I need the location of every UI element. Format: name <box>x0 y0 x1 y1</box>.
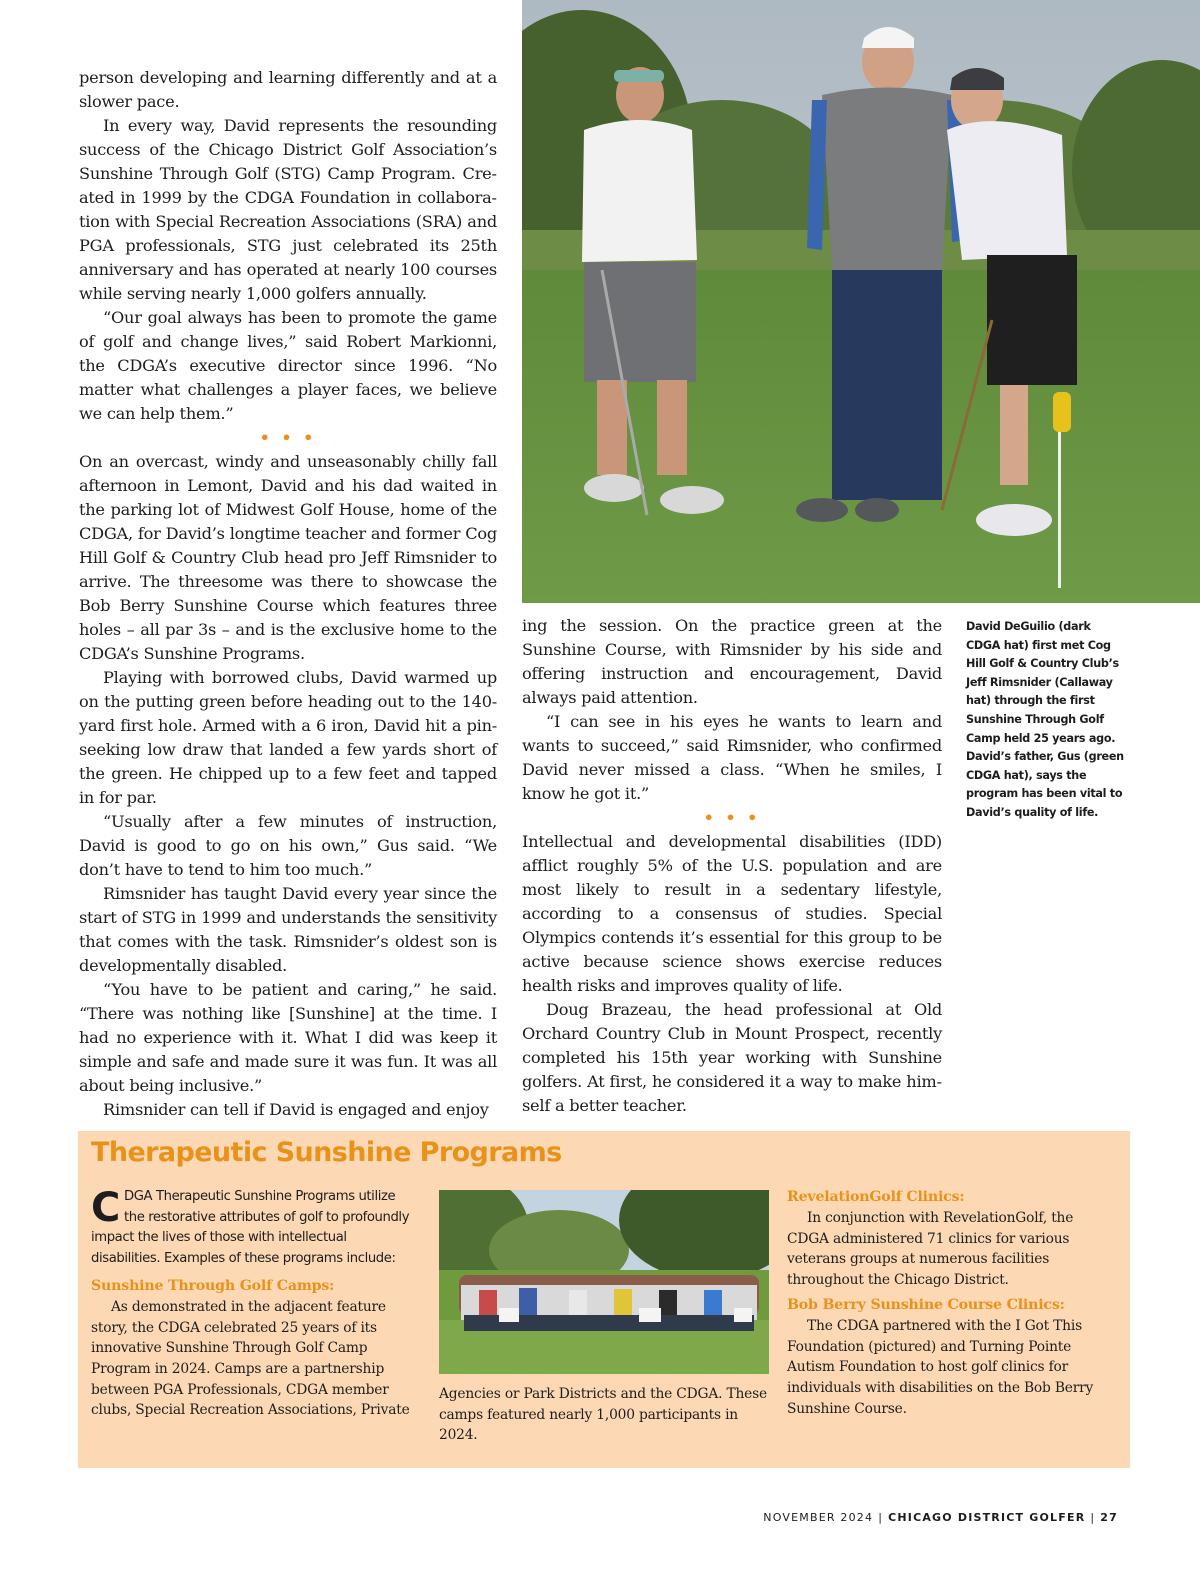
article-paragraph: Doug Brazeau, the head professional at Old Orchard Country Club in Mount Prospect, recently completed his 15th year working with Sunshine golfers. At first, he considered it a way to make himself a better teacher. <box>522 1000 942 1115</box>
issue-date: NOVEMBER 2024 <box>763 1511 874 1524</box>
hero-photo <box>522 0 1200 603</box>
article-paragraph: “I can see in his eyes he wants to learn and wants to succeed,” said Rimsnider, who confirmed David never missed a class. “When he smiles, I know he got it.” <box>522 712 942 803</box>
sidebar-box <box>78 1131 1130 1468</box>
article-paragraph: “Our goal always has been to promote the game of golf and change lives,” said Robert Markionni, the CDGA’s executive director since 1996. “No matter what challenges a player faces, we believe we can help them.” <box>79 308 497 423</box>
article-paragraph: Rimsnider has taught David every year since the start of STG in 1999 and understands the sensitivity that comes with the task. Rimsnider’s oldest son is developmentally disabled. <box>79 884 497 975</box>
article-paragraph: Playing with borrowed clubs, David warmed up on the putting green before heading out to the 140-yard first hole. Armed with a 6 iron, David hit a pin-seeking low draw that landed a few yards short of the green. He chipped up to a few feet and tapped in for par. <box>79 668 497 807</box>
section-divider: • • • <box>259 428 317 447</box>
page-footer: NOVEMBER 2024 | CHICAGO DISTRICT GOLFER | 27 <box>763 1511 1118 1524</box>
stg-text: As demonstrated in the adjacent feature story, the CDGA celebrated 25 years of its innovative Sunshine Through Golf Camp Program in 2024. Camps are a partnership between PGA Professionals, CDGA member clubs, Special Recreation Associations, Private <box>91 1298 410 1419</box>
article-paragraph: ing the session. On the practice green at the Sunshine Course, with Rimsnider by his side and offering instruction and encouragement, David always paid attention. <box>522 616 942 707</box>
group-photo <box>439 1190 769 1374</box>
photo-caption: David DeGuilio (dark CDGA hat) first met Cog Hill Golf & Country Club’s Jeff Rimsnider (Callaway hat) through the first Sunshine Through Golf Camp held 25 years ago. David’s father, Gus (green CDGA hat), says the program has been vital to David’s quality of life. <box>966 620 1124 819</box>
bob-berry-heading: Bob Berry Sunshine Course Clinics: <box>787 1296 1065 1313</box>
stg-heading: Sunshine Through Golf Camps: <box>91 1277 335 1294</box>
sidebar-intro <box>91 1187 411 1270</box>
revelation-text: In conjunction with RevelationGolf, the CDGA administered 71 clinics for various veterans groups at numerous facilities throughout the Chicago District. <box>787 1210 1074 1289</box>
article-paragraph: In every way, David represents the resounding success of the Chicago District Golf Association’s Sunshine Through Golf (STG) Camp Program. Created in 1999 by the CDGA Foundation in collaboration with Special Recreation Associations (SRA) and PGA professionals, STG just celebrated its 25th anniversary and has operated at nearly 100 courses while serving nearly 1,000 golfers annually. <box>79 116 497 303</box>
page-number: 27 <box>1100 1511 1118 1524</box>
article-column-2 <box>522 614 942 1118</box>
article-paragraph: “Usually after a few minutes of instruction, David is good to go on his own,” Gus said. “We don’t have to tend to him too much.” <box>79 812 497 879</box>
article-paragraph: On an overcast, windy and unseasonably chilly fall afternoon in Lemont, David and his dad waited in the parking lot of Midwest Golf House, home of the CDGA, for David’s longtime teacher and former Cog Hill Golf & Country Club head pro Jeff Rimsnider to arrive. The threesome was there to showcase the Bob Berry Sunshine Course which features three holes – all par 3s – and is the exclusive home to the CDGA’s Sunshine Programs. <box>79 452 497 663</box>
article-paragraph: Rimsnider can tell if David is engaged and enjoy <box>103 1100 489 1119</box>
stg-text-continued: Agencies or Park Districts and the CDGA. These camps featured nearly 1,000 participants in 2024. <box>439 1386 767 1444</box>
publication-name: CHICAGO DISTRICT GOLFER <box>888 1511 1086 1524</box>
drop-cap: C <box>91 1185 120 1231</box>
article-paragraph: “You have to be patient and caring,” he said. “There was nothing like [Sunshine] at the time. I had no experience with it. What I did was keep it simple and safe and made sure it was fun. It was all about being inclusive.” <box>79 980 497 1095</box>
article-paragraph: person developing and learning differently and at a slower pace. <box>79 68 497 111</box>
sidebar-column-3 <box>787 1187 1107 1419</box>
bob-berry-text: The CDGA partnered with the I Got This Foundation (pictured) and Turning Pointe Autism Foundation to host golf clinics for individuals with disabilities on the Bob Berry Sunshine Course. <box>787 1317 1094 1417</box>
sidebar-intro-text: DGA Therapeutic Sunshine Programs utilize the restorative attributes of golf to profoundly impact the lives of those with intellectual disabilities. Examples of these programs include: <box>91 1189 410 1267</box>
section-divider: • • • <box>703 808 761 827</box>
article-paragraph: Intellectual and developmental disabilities (IDD) afflict roughly 5% of the U.S. population and are most likely to result in a sedentary lifestyle, according to a consensus of studies. Special Olympics contends it’s essential for this group to be active because science shows exercise reduces health risks and improves quality of life. <box>522 832 942 995</box>
revelation-heading: RevelationGolf Clinics: <box>787 1189 965 1205</box>
article-column-1 <box>79 66 497 1122</box>
sidebar-title: Therapeutic Sunshine Programs <box>91 1137 562 1168</box>
sidebar-column-1 <box>91 1187 411 1421</box>
